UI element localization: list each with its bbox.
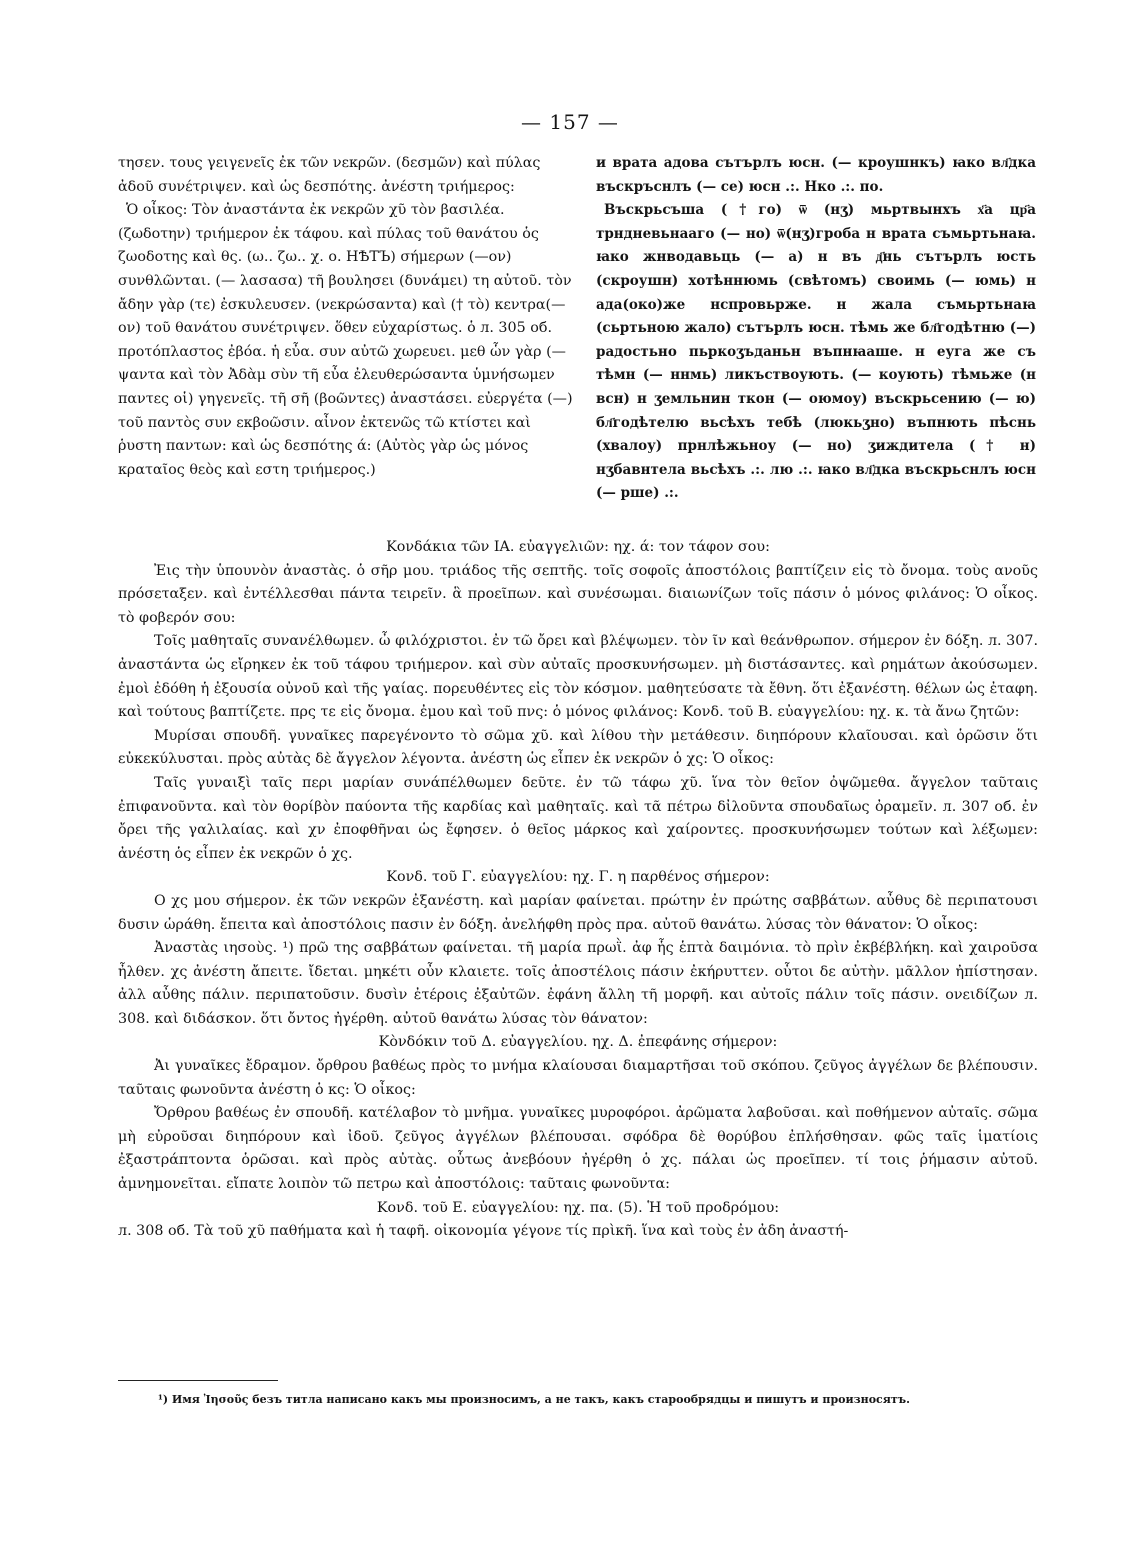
left-column-oikos: Ὁ οἶκος: Τὸν ἀναστάντα ἐκ νεκρῶν χῦ τὸν βασιλέα. (ζωδοτην) τριήμερον ἐκ τάφου. καὶ πύλας τοῦ θανάτου ὁς ζωοδοτης καὶ θς. (ω.. ζω.. χ. ο. НѢТЪ) σήμερων (—ον) συνθλῶνται. (— λασασα) τῆ βουλησει (δυνάμει) τη αὐτοῦ. τὸν ἄδην γὰρ (τε) ἐσκυλευσεν. (νεκρώσαντα) καὶ († τὸ) κεντρα(—ον) τοῦ θανάτου συνέτριψεν. ὅθεν εὐχαρίστως. ὁ л. 305 об. προτόπλαστος ἐβόα. ἡ εὖα. συν αὐτῶ χωρευει. μεθ ὧν γὰρ (— ψαντα καὶ τὸν Ἀδὰμ σὺν τῆ εὖα ἐλευθερώσαντα ὑμνήσωμεν παντες οἱ) γηγενεῖς. τῆ σῆ (βοῶντες) ἀναστάσει. εὐεργέτα (—) τοῦ παντὸς συν εκβοῶσιν. αἶνον ἐκτενῶς τῶ κτίστει καὶ ῥυστη παντων: καὶ ὡς δεσπότης ά: (Αὐτὸς γὰρ ὡς μόνος κραταῖος θεὸς καὶ εστη τριήμερος.) [118, 202, 573, 478]
section-heading: Κὸνδόκιν τοῦ Δ. εὐαγγελίου. ηχ. Δ. ἐπεφάνης σήμερον: [378, 1034, 778, 1051]
page-number: — 157 — [521, 110, 619, 134]
left-column-greek [118, 152, 576, 482]
text-paragraph: Ἀι γυναῖκες ἔδραμον. ὄρθρου βαθέως πρὸς το μνήμα κλαίουσαι διαμαρτῆσαι τοῦ σκόπου. ζεῦγος ἀγγέλων δε βλέπουσιν. ταῦταις φωνοῦντα ἀνέστη ὁ κς: Ὁ οἶκος: [118, 1058, 1038, 1098]
text-paragraph: Ἀναστὰς ιησοὺς. ¹) πρῶ της σαββάτων φαίνεται. τῆ μαρία πρωῒ. ἀφ ἧς ἑπτὰ δαιμόνια. τὸ πρὶν ἐκβέβλήκη. καὶ χαιροῦσα ἦλθεν. χς ἀνέστη ἄπειτε. ἴδεται. μηκέτι οὖν κλαιετε. τοῖς ἀποστέλοις πάσιν ἐκήρυττεν. οὗτοι δε αὐτὴν. μᾶλλον ἠπίστησαν. ἀλλ αὖθης πάλιν. περιπατοῦσιν. δυσὶν ἐτέροις ἐξαὐτῶν. ἐφάνη ἄλλη τῆ μορφῆ. και αὐτοῖς πάλιν τοῖς πάσιν. ονειδίζων л. 308. καὶ διδάσκον. ὅτι ὄντος ἠγέρθη. αὐτοῦ θανάτω λύσας τὸν θάνατον: [118, 940, 1038, 1027]
text-paragraph: Ο χς μου σήμερον. ἐκ τῶν νεκρῶν ἐξανέστη. καὶ μαρίαν φαίνεται. πρώτην ἐν πρώτης σαββάτων. αὖθυς δὲ περιπατουσι δυσιν ὡράθη. ἔπειτα καὶ ἀποστόλοις πασιν ἐν δόξη. ἀνελήφθη πρὸς πρα. αὐτοῦ θανάτω. λύσας τὸν θάνατον: Ὁ οἶκος: [118, 892, 1038, 933]
footnote: ¹) Имя Ἰησοῦς безъ титла написано какъ мы произносимъ, а не такъ, какъ старообрядцы и пишутъ и произносятъ. [158, 1393, 910, 1406]
text-paragraph: Ταῖς γυναιξὶ ταῖς περι μαρίαν συνάπέλθωμεν δεῦτε. ἐν τῶ τάφω χῦ. ἵνα τὸν θεῖον ὀψῶμεθα. ἄγγελον ταῦταις ἐπιφανοῦντα. καὶ τὸν θορίβὸν παύοντα τῆς καρδίας καὶ μαθηταῖς. καὶ τᾶ πέτρω δἰλοῦντα σπουδαῖως ὀραμεῖν. л. 307 об. ἐν ὄρει τῆς γαλιλαίας. καὶ χν ἐποφθῆναι ὡς ἔφησεν. ὁ θεῖος μάρκος καὶ χαίροντες. προσκυνήσωμεν τούτων καὶ λέξωμεν: ἀνέστη ὁς εἶπεν ἐκ νεκρῶν ὁ χς. [118, 774, 1038, 862]
section-heading: Κονδ. τοῦ Γ. εὐαγγελίου: ηχ. Γ. η παρθένος σήμερον: [386, 869, 770, 886]
section-heading: Κονδάκια τῶν ΙΑ. εὐαγγελιῶν: ηχ. ά: τον τάφον σου: [386, 539, 770, 555]
text-paragraph: Μυρίσαι σπουδῆ. γυναῖκες παρεγένοντο τὸ σῶμα χῦ. καὶ λίθου τὴν μετάθεσιν. διηπόρουν κλαῖουσαι. καὶ ὁρῶσιν ὅτι εὐκεκύλυσται. πρὸς αὐτὰς δὲ ἄγγελον λέγοντα. ἀνέστη ὡς εἶπεν ἐκ νεκρῶν ὁ χς: Ὁ οἶκος: [118, 727, 1038, 768]
section-heading: Κονδ. τοῦ Ε. εὐαγγελίου: ηχ. πα. (5). Ἡ τοῦ προδρόμου: [376, 1199, 780, 1216]
text-paragraph-last: л. 308 об. Τὰ τοῦ χῦ παθήματα καὶ ἡ ταφῆ. οἰκονομία γέγονε τίς πρὶκῆ. ἵνα καὶ τοὺς ἐν ἀδη ἀναστή- [118, 1223, 849, 1240]
text-paragraph: Ἐις τὴν ὑπουνὸν ἀναστὰς. ὁ σῆρ μου. τριάδος τῆς σεπτῆς. τοῖς σοφοῖς ἀποστόλοις βαπτίζειν εἰς τὸ ὄνομα. τοὺς ανοῦς πρόσεταξεν. καὶ ἐντέλλεσθαι πάντα τειρεῖν. ἃ προεῖπων. καὶ συνέσωμαι. διαιωνίζων τοῖς πάσιν ὁ μόνος φιλάνος: Ὁ οἶκος. τὸ φοβερόν σου: [118, 562, 1038, 626]
right-column-paragraph: Въскрьсъша (†го) ѿ (нӡ) мьртвынхъ х҃а цр҃а трндневьнааго (— но) ѿ(нӡ)гроба н врата съмьртьнаꙗ. ꙗко жнводавьць (— а) н въ д҃нь сътърлъ юсть (скроушн) хотѣннюмь (свѣтомъ) своимь (— юмь) н ада(око)же нспровьрже. н жала съмьртьнаꙗ (сьртьною жало) сътърлъ юсн. тѣмь же бл҃годѣтню (—) радостьно пьркоӡъданьн въпнꙗаше. н еуга же съ тѣмн (— ннмь) ликъствоуюᴛь. (— коуюᴛь) тѣмьже (н всн) н ӡемльнин ткон (— оюмоу) въскрьсению (— ю) бл҃годѣтелю вьсѣхъ тебѣ (люкьӡно) въпнють пѣснь (хвалоу) прнлѣжьноу (— но) ӡиждитела († н) нӡбавнтела вьсѣхъ .:. лю .:. ꙗко вл҃дка въскрьснлъ юсн (— рше) .:. [596, 202, 1036, 502]
footnote-divider [118, 1380, 278, 1381]
text-paragraph: Ὄρθρου βαθέως ἐν σπουδῆ. κατέλαβον τὸ μνῆμα. γυναῖκες μυροφόροι. ἀρῶματα λαβοῦσαι. καὶ ποθήμενον αὐταῖς. σῶμα μὴ εὐροῦσαι διηπόρουν καὶ ἰδοῦ. ζεῦγος ἀγγέλων βλέπουσαι. σφόδρα δὲ θορύβου ἐπλήσθησαν. φῶς ταῖς ἱματίοις ἐξαστράπτοντα ὁρῶσαι. καὶ πρὸς αὐτὰς. οὗτως ἀνεβόουν ἠγέρθη ὁ χς. πάλαι ὡς προεῖπεν. τί τοις ῥήμασιν αὐτοῦ. ἀμνημονεῖται. εἴπατε λοιπὸν τῶ πετρω καὶ ἀποστόλοις: ταῦταις φωνοῦντα: [118, 1105, 1038, 1193]
main-text [118, 536, 1038, 1244]
text-paragraph: Τοῖς μαθηταῖς συνανέλθωμεν. ὦ φιλόχριστοι. ἐν τῶ ὄρει καὶ βλέψωμεν. τὸν ῖν καὶ θεάνθρωπον. σήμερον ἐν δόξη. л. 307. ἀναστάντα ὡς εἴρηκεν ἐκ τοῦ τάφου τριήμερον. καὶ σὺν αὐταῖς πρoσκυνήσωμεν. μὴ διστάσαντες. καὶ ρημάτων ἀκούσωμεν. ἐμοὶ ἐδόθη ἡ ἐξουσία οὐνοῦ καὶ τῆς γαίας. πορευθέντες εἰς τὸν κόσμον. μαθητεύσατε τὰ ἔθνη. ὅτι ἐξανέστη. θέλων ὡς ἐταφη. καὶ τούτους βαπτίζετε. πρς τε εἰς ὄνομα. ἐμου καὶ τοῦ πνς: ὁ μόνος φιλάνος: Κονδ. τοῦ Β. εὐαγγελίου: ηχ. κ. τὰ ἄνω ζητῶν: [118, 633, 1038, 721]
right-column-line: и врата адова сътърлъ юсн. (— кроушнкъ) ꙗко вл҃дка въскръснлъ (— се) юсн .:. Нко .:. по. [596, 155, 1036, 195]
right-column-slavonic [596, 152, 1036, 506]
left-column-line: τησεν. τους γειγενεῖς ἐκ τῶν νεκρῶν. (δεσμῶν) καὶ πύλας ἀδοῦ συνέτριψεν. καὶ ὡς δεσπότης. ἀνέστη τριήμερος: [118, 155, 541, 195]
